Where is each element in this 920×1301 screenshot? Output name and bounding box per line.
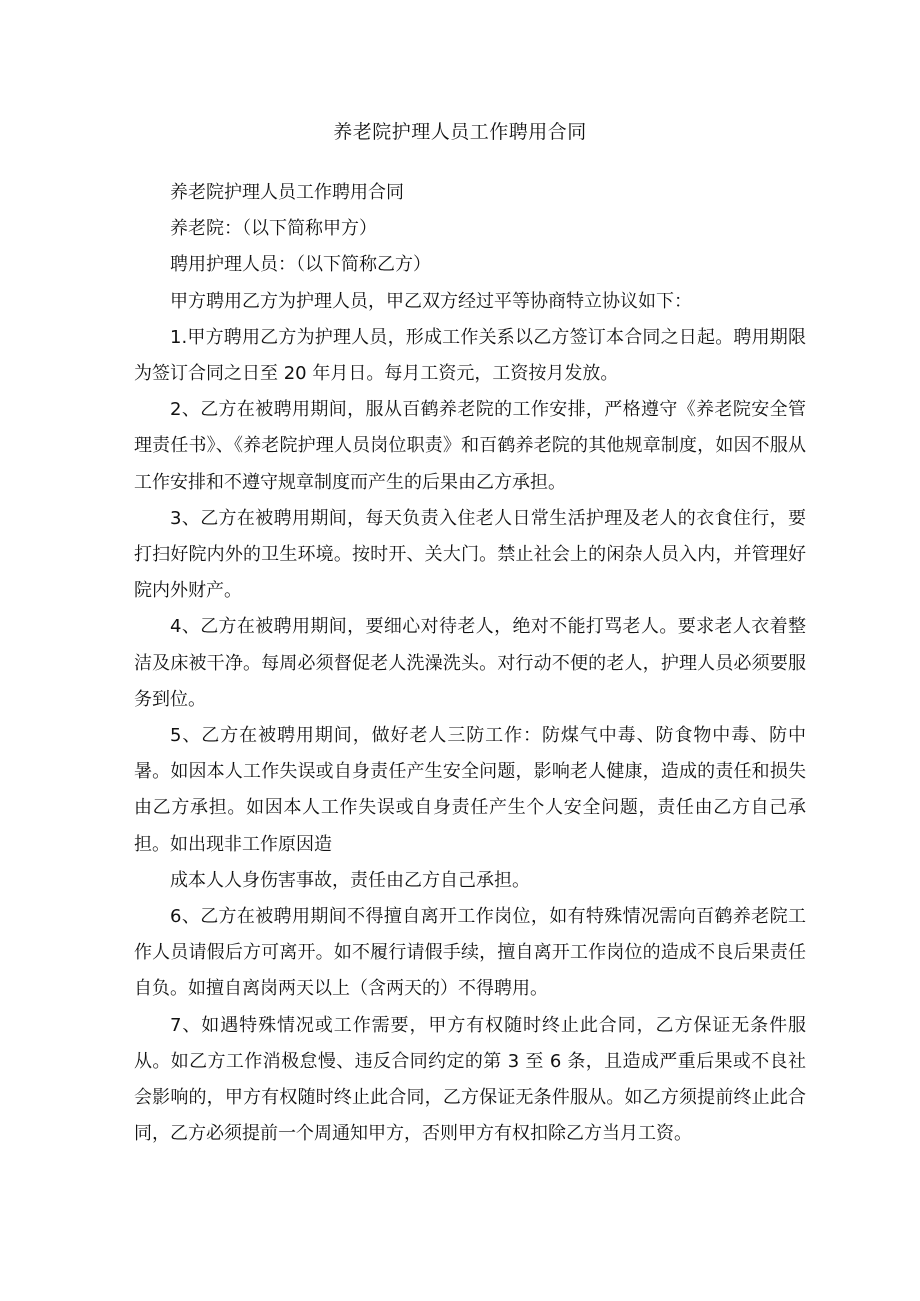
paragraph-party-b: 聘用护理人员：（以下简称乙方） <box>170 254 431 276</box>
paragraph-clause-7: 7、如遇特殊情况或工作需要，甲方有权随时终止此合同，乙方保证无条件服从。如乙方工作消极怠慢、违反合同约定的第 3 至 6 条，且造成严重后果或不良社会影响的，甲方有权随时终止此合同，乙方保证无条件服从。如乙方须提前终止此合同，乙方必须提前一个周通知甲方，否则甲方有权扣除乙方当月工资。 <box>134 1014 806 1145</box>
paragraph-heading: 养老院护理人员工作聘用合同 <box>170 182 404 203</box>
paragraph-preamble: 甲方聘用乙方为护理人员，甲乙双方经过平等协商特立协议如下： <box>170 290 692 312</box>
document-body <box>134 175 806 1152</box>
paragraph-clause-5-continued: 成本人人身伤害事故，责任由乙方自己承担。 <box>170 869 530 891</box>
paragraph-party-a: 养老院：（以下简称甲方） <box>170 218 377 240</box>
paragraph-clause-3: 3、乙方在被聘用期间，每天负责入住老人日常生活护理及老人的衣食住行，要打扫好院内外的卫生环境。按时开、关大门。禁止社会上的闲杂人员入内，并管理好院内外财产。 <box>134 507 806 602</box>
document-title: 养老院护理人员工作聘用合同 <box>333 121 587 143</box>
paragraph-clause-5: 5、乙方在被聘用期间，做好老人三防工作：防煤气中毒、防食物中毒、防中暑。如因本人工作失误或自身责任产生安全问题，影响老人健康，造成的责任和损失由乙方承担。如因本人工作失误或自身责任产生个人安全问题，责任由乙方自己承担。如出现非工作原因造 <box>134 725 806 855</box>
paragraph-clause-1: 1.甲方聘用乙方为护理人员，形成工作关系以乙方签订本合同之日起。聘用期限为签订合同之日至 20 年月日。每月工资元，工资按月发放。 <box>134 326 806 385</box>
paragraph-clause-2: 2、乙方在被聘用期间，服从百鹤养老院的工作安排，严格遵守《养老院安全管理责任书》、《养老院护理人员岗位职责》和百鹤养老院的其他规章制度，如因不服从工作安排和不遵守规章制度而产生的后果由乙方承担。 <box>134 399 806 493</box>
paragraph-clause-6: 6、乙方在被聘用期间不得擅自离开工作岗位，如有特殊情况需向百鹤养老院工作人员请假后方可离开。如不履行请假手续，擅自离开工作岗位的造成不良后果责任自负。如擅自离岗两天以上（含两天的）不得聘用。 <box>134 906 806 1000</box>
paragraph-clause-4: 4、乙方在被聘用期间，要细心对待老人，绝对不能打骂老人。要求老人衣着整洁及床被干净。每周必须督促老人洗澡洗头。对行动不便的老人，护理人员必须要服务到位。 <box>134 616 806 710</box>
